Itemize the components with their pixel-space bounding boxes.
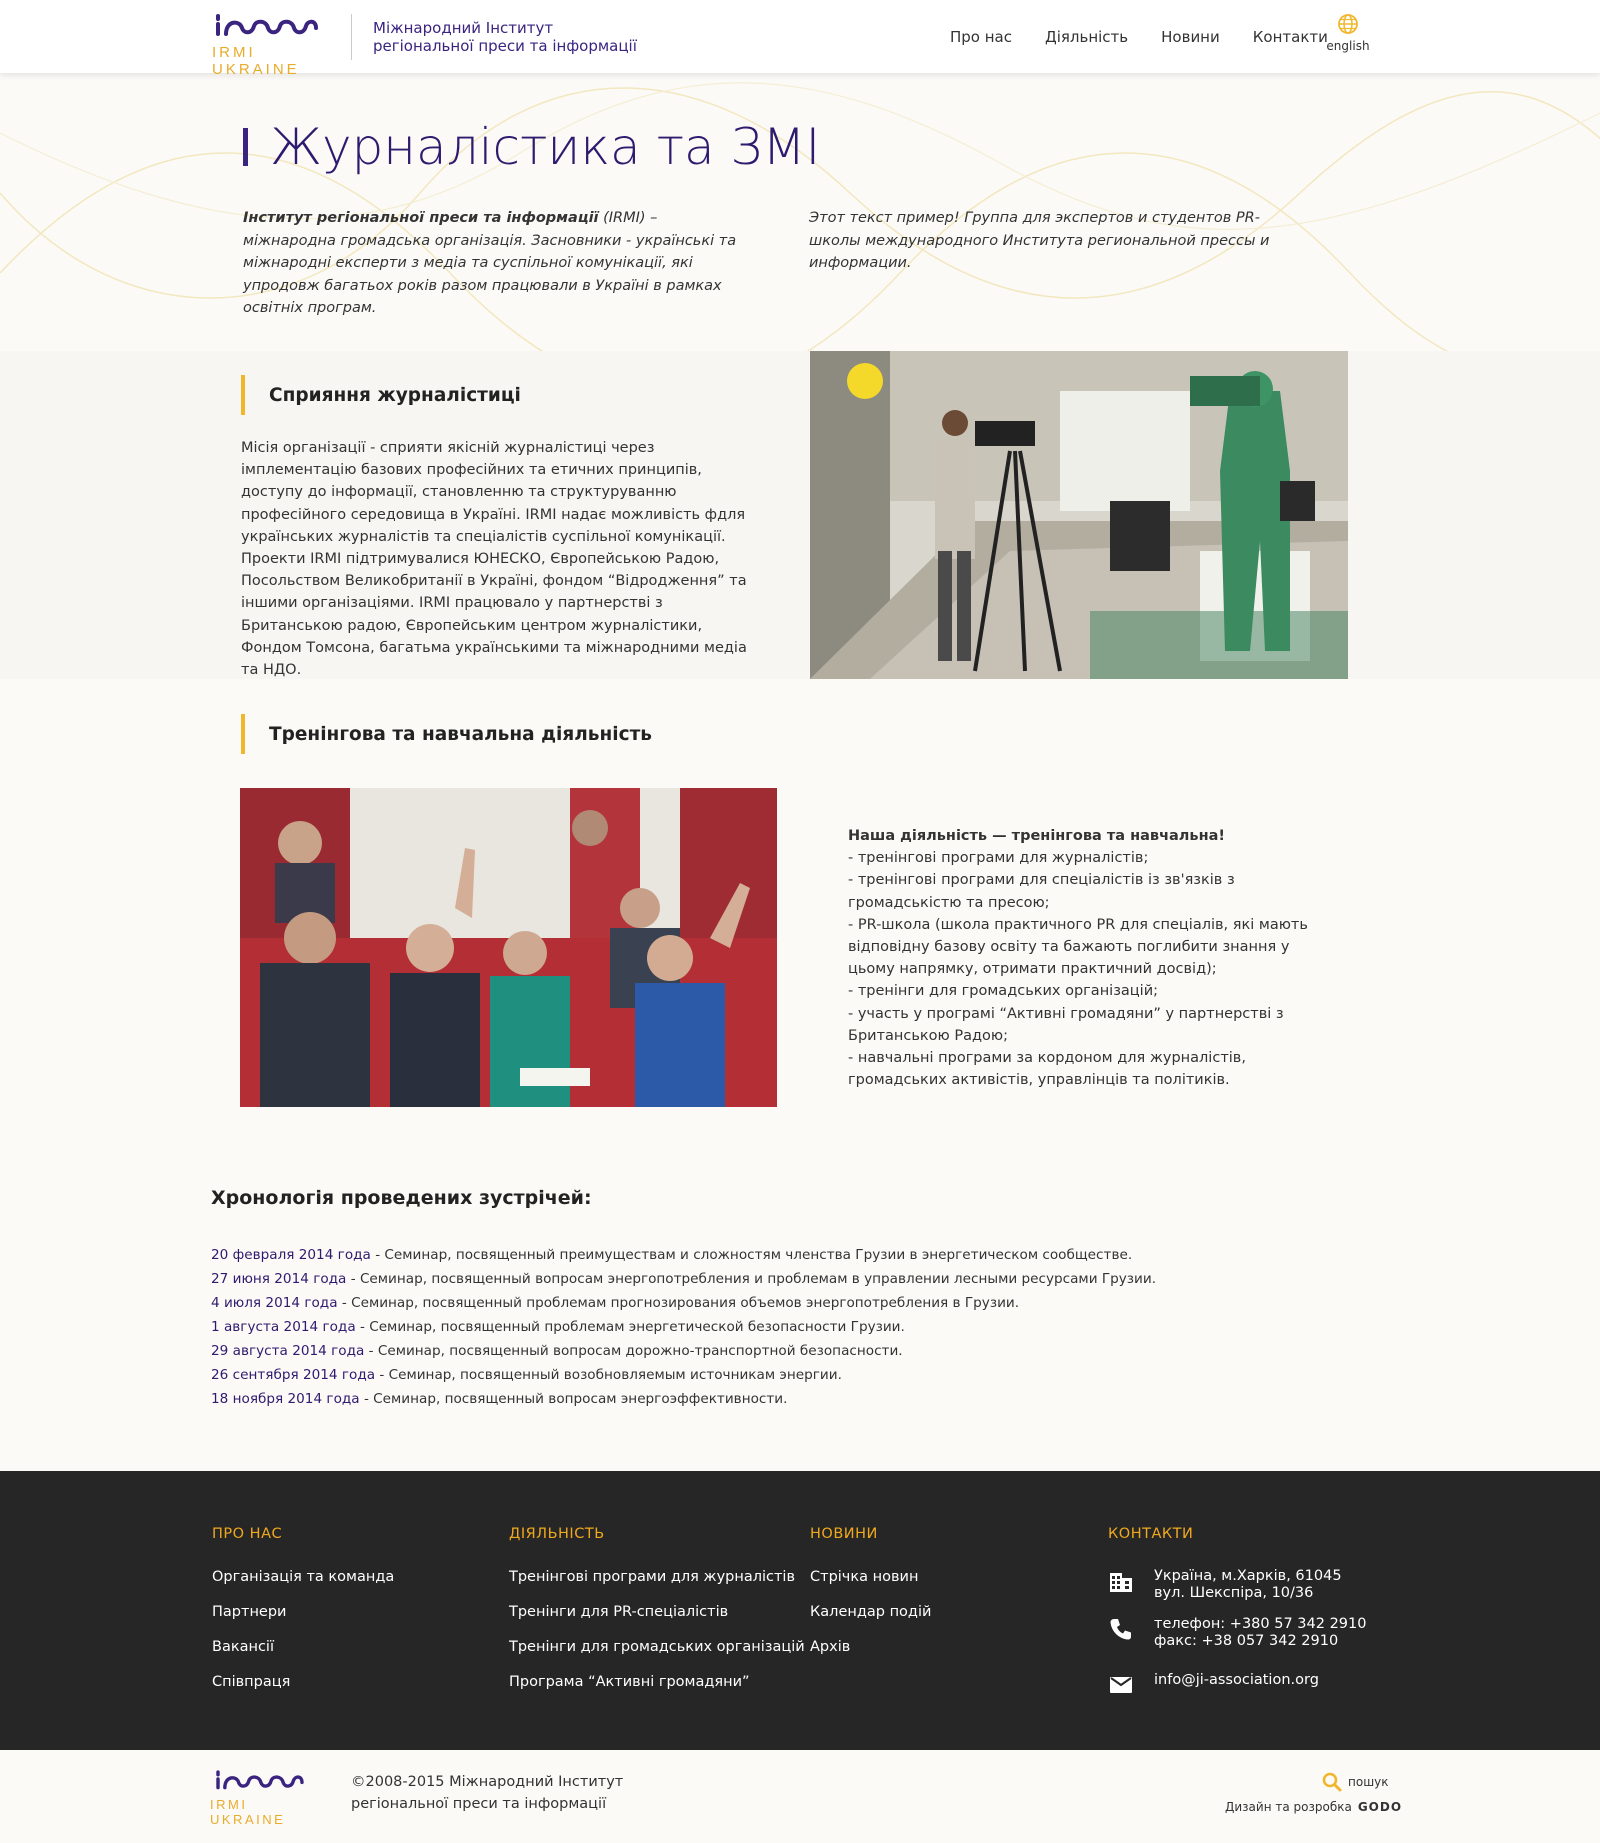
footer-link[interactable]: Тренінги для громадських організацій xyxy=(509,1639,805,1655)
footer-link[interactable]: Партнери xyxy=(212,1604,287,1620)
chronology-item xyxy=(211,1339,1156,1363)
globe-icon xyxy=(1337,13,1359,35)
footer-link[interactable]: Програма “Активні громадяни” xyxy=(509,1674,750,1690)
photo-audience-image xyxy=(240,788,777,1107)
chronology-item xyxy=(211,1363,1156,1387)
training-list-item: - тренінгові програми для спеціалістів із зв'язків з громадськістю та пресою; xyxy=(848,872,1235,911)
copyright-line1: ©2008-2015 Міжнародний Інститут xyxy=(351,1774,624,1790)
intro-sample-text: Этот текст пример! Группа для экспертов и студентов PR-школы международного Института региональной прессы и информации. xyxy=(809,210,1270,271)
contact-email xyxy=(1108,1672,1319,1698)
training-list xyxy=(848,825,1328,1091)
footer-link[interactable]: Календар подій xyxy=(810,1604,932,1620)
irmi-logo-mark xyxy=(210,1767,310,1791)
section-training-title: Тренінгова та навчальна діяльність xyxy=(269,723,652,745)
photo-audience xyxy=(240,788,777,1107)
contact-address xyxy=(1108,1568,1342,1602)
section-band xyxy=(0,351,1600,679)
logo-text: IRMI UKRAINE xyxy=(212,44,300,78)
nav-contacts[interactable]: Контакти xyxy=(1252,28,1328,46)
chronology-item xyxy=(211,1387,1156,1411)
photo-cameraman-image xyxy=(810,351,1348,679)
training-list-item: - тренінги для громадських організацій; xyxy=(848,983,1159,1000)
main-nav xyxy=(950,28,1328,46)
search-icon xyxy=(1322,1772,1342,1792)
copyright xyxy=(351,1771,623,1815)
footer-col-title: КОНТАКТИ xyxy=(1108,1526,1194,1542)
footer-col-title: НОВИНИ xyxy=(810,1526,878,1542)
search-button[interactable] xyxy=(1322,1772,1389,1792)
phone-line2: факс: +38 057 342 2910 xyxy=(1154,1633,1339,1649)
section-journalism-text: Місія організації - сприяти якісній журналістиці через імплементацію базових професійних та етичних принципів, доступу до інформації, становленню та структуруванню професійного середовища в Україні. IRMI надає можливість фдля українських журналістів та спеціалістів суспільної комунікації. Проекти IRMI підтримувалися ЮНЕСКО, Європейською Радою, Посольством Великобританії в Україні, фондом “Відродження” та іншими організаціями. IRMI працювало у партнерстві з Британською радою, Європейським центром журналістики, Фондом Томсона, багатьма українськими та міжнародними медіа та НДО. xyxy=(241,440,747,679)
phone-icon xyxy=(1108,1616,1134,1642)
institute-line2: регіональної преси та інформації xyxy=(373,37,637,55)
photo-cameraman xyxy=(810,351,1348,679)
chronology-text: - Семинар, посвященный вопросам энергоэффективности. xyxy=(359,1391,788,1407)
contact-phone xyxy=(1108,1616,1366,1650)
training-list-item: - тренінгові програми для журналістів; xyxy=(848,850,1149,867)
section-journalism-heading xyxy=(241,375,521,415)
chronology-text: - Семинар, посвященный преимуществам и сложностям членства Грузии в энергетическом сообществе. xyxy=(370,1247,1133,1263)
chronology-item xyxy=(211,1243,1156,1267)
site-header xyxy=(0,0,1600,78)
footer-link[interactable]: Організація та команда xyxy=(212,1569,395,1585)
page-heading: Журналістика та ЗМІ xyxy=(270,118,821,176)
chronology-item xyxy=(211,1291,1156,1315)
training-list-item: - навчальні програми за кордоном для журналістів, громадських активістів, управлінців та політиків. xyxy=(848,1050,1246,1089)
training-list-item: - PR-школа (школа практичного PR для спеціалів, які мають відповідну базову освіту та бажають поглибити знання у цьому напрямку, отримати практичний досвід); xyxy=(848,916,1308,978)
chronology-list xyxy=(211,1243,1156,1411)
search-label: пошук xyxy=(1348,1775,1389,1789)
footer-col-about xyxy=(212,1526,394,1700)
footer-col-title: ПРО НАС xyxy=(212,1526,283,1542)
heading-bar xyxy=(241,714,245,754)
bottom-logo-text: IRMI UKRAINE xyxy=(210,1797,286,1827)
chronology-date[interactable]: 18 ноября 2014 года xyxy=(211,1391,360,1407)
title-bar xyxy=(243,128,248,166)
footer-link[interactable]: Стрічка новин xyxy=(810,1569,919,1585)
footer-link[interactable]: Вакансії xyxy=(212,1639,274,1655)
chronology-date[interactable]: 4 июля 2014 года xyxy=(211,1295,338,1311)
chronology-date[interactable]: 26 сентября 2014 года xyxy=(211,1367,376,1383)
design-label: Дизайн та розробка xyxy=(1225,1800,1352,1814)
training-list-heading: Наша діяльність — тренінгова та навчальна! xyxy=(848,828,1226,844)
building-icon xyxy=(1108,1568,1134,1594)
footer-link[interactable]: Співпраця xyxy=(212,1674,291,1690)
heading-bar xyxy=(241,375,245,415)
irmi-logo[interactable] xyxy=(212,10,332,78)
chronology-text: - Семинар, посвященный проблемам энергетической безопасности Грузии. xyxy=(355,1319,905,1335)
design-brand[interactable]: GODO xyxy=(1357,1800,1403,1814)
section-training-heading xyxy=(241,714,652,754)
chronology-item xyxy=(211,1267,1156,1291)
chronology-text: - Семинар, посвященный вопросам энергопотребления и проблемам в управлении лесными ресурсами Грузии. xyxy=(346,1271,1157,1287)
training-list-item: - участь у програмі “Активні громадяни” у партнерстві з Британською Радою; xyxy=(848,1005,1284,1044)
chronology-text: - Семинар, посвященный проблемам прогнозирования объемов энергопотребления в Грузии. xyxy=(337,1295,1020,1311)
section-journalism-title: Сприяння журналістиці xyxy=(269,384,521,406)
background-waves xyxy=(0,73,1600,353)
header-divider xyxy=(351,14,352,60)
email-link[interactable]: info@ji-association.org xyxy=(1154,1672,1319,1688)
chronology-item xyxy=(211,1315,1156,1339)
language-label: english xyxy=(1326,39,1370,53)
chronology-text: - Семинар, посвященный вопросам дорожно-транспортной безопасности. xyxy=(364,1343,903,1359)
intro-rest: (IRMI) – міжнародна громадська організація. Засновники - українські та міжнародні експерти з медіа та суспільної комунікації, які упродовж багатьох років разом працювали в Україні в рамках освітніх програм. xyxy=(243,210,737,316)
footer-col-contacts xyxy=(1108,1526,1193,1560)
nav-about[interactable]: Про нас xyxy=(950,28,1012,46)
chronology-date[interactable]: 27 июня 2014 года xyxy=(211,1271,347,1287)
intro-bold: Інститут регіональної преси та інформації xyxy=(243,210,599,226)
address-line2: вул. Шекспіра, 10/36 xyxy=(1154,1585,1314,1601)
institute-name xyxy=(373,19,637,55)
footer-link[interactable]: Тренінгові програми для журналістів xyxy=(509,1569,796,1585)
institute-line1: Міжнародний Інститут xyxy=(373,19,554,37)
nav-activity[interactable]: Діяльність xyxy=(1045,28,1129,46)
footer-col-activity xyxy=(509,1526,805,1700)
mail-icon xyxy=(1108,1672,1134,1698)
footer-col-title: ДІЯЛЬНІСТЬ xyxy=(509,1526,605,1542)
bottom-logo[interactable] xyxy=(210,1767,320,1827)
language-switch[interactable] xyxy=(1326,13,1370,53)
chronology-title: Хронологія проведених зустрічей: xyxy=(211,1187,592,1209)
copyright-line2: регіональної преси та інформації xyxy=(351,1796,607,1812)
footer-link[interactable]: Тренінги для PR-спеціалістів xyxy=(509,1604,729,1620)
irmi-logo-mark xyxy=(212,10,322,38)
chronology-date[interactable]: 1 августа 2014 года xyxy=(211,1319,356,1335)
address-line1: Україна, м.Харків, 61045 xyxy=(1154,1568,1342,1584)
phone-line1[interactable]: телефон: +380 57 342 2910 xyxy=(1154,1616,1367,1632)
chronology-text: - Семинар, посвященный возобновляемым источникам энергии. xyxy=(375,1367,842,1383)
chronology-date[interactable]: 20 февраля 2014 года xyxy=(211,1247,371,1263)
footer-col-news xyxy=(810,1526,931,1665)
intro-text xyxy=(243,207,743,320)
page-title xyxy=(243,118,820,176)
footer-link[interactable]: Архів xyxy=(810,1639,851,1655)
design-credit xyxy=(1225,1800,1402,1814)
chronology-date[interactable]: 29 августа 2014 года xyxy=(211,1343,365,1359)
nav-news[interactable]: Новини xyxy=(1161,28,1220,46)
